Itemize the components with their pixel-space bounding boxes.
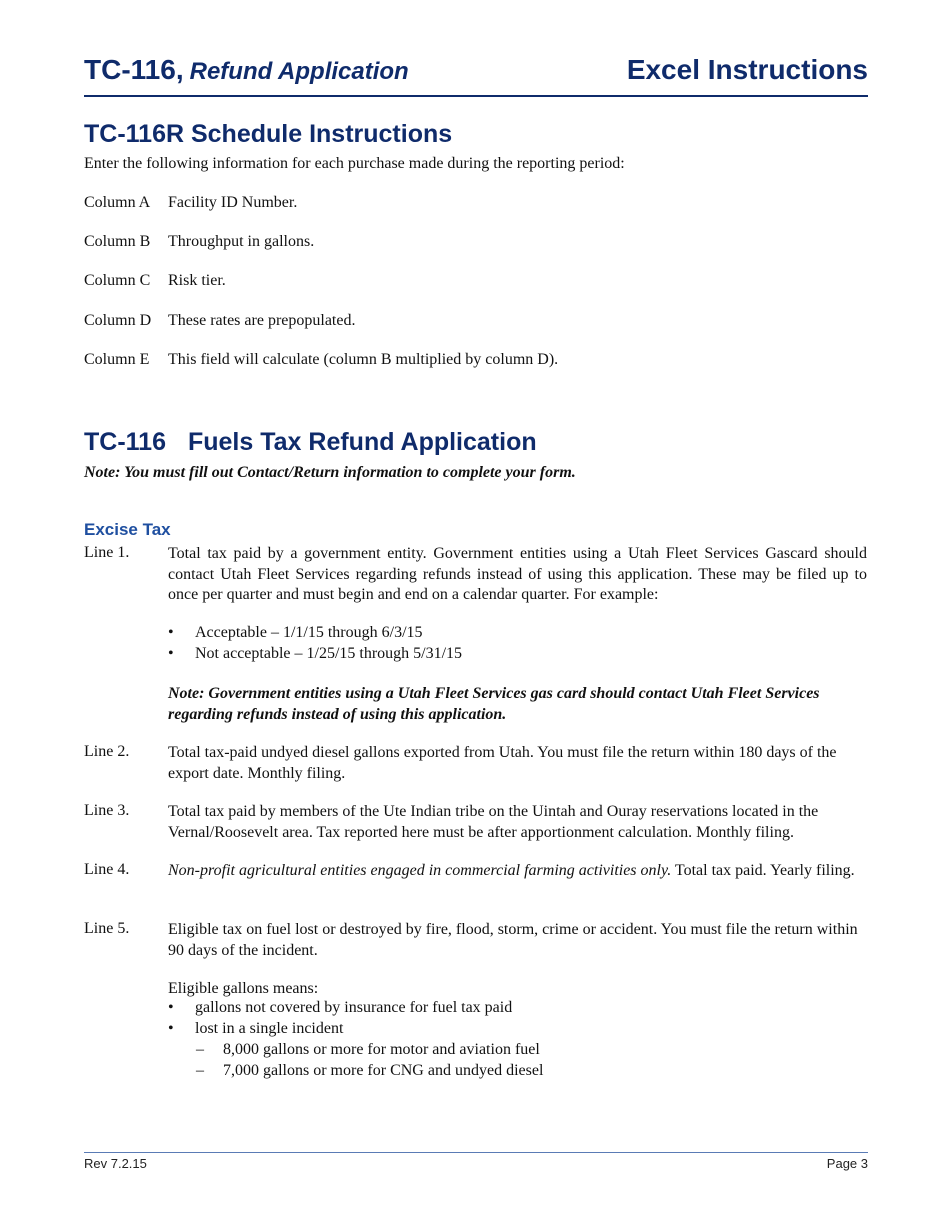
line-2-text: Total tax-paid undyed diesel gallons exported from Utah. You must file the return within 180 days of the export date. Monthly filing.	[168, 744, 837, 782]
header-right-title: Excel Instructions	[626, 54, 868, 85]
column-e-label: Column E	[84, 351, 150, 368]
excise-tax-heading: Excise Tax	[84, 520, 171, 539]
line-1-bullet-not-acceptable: Not acceptable – 1/25/15 through 5/31/15	[195, 645, 463, 662]
bullet-icon: •	[168, 645, 174, 662]
application-note: Note: You must fill out Contact/Return information to complete your form.	[84, 464, 576, 481]
line-5-bullet-insurance: gallons not covered by insurance for fuel tax paid	[195, 999, 513, 1016]
column-d-label: Column D	[84, 312, 152, 329]
line-4-qualifier: Non-profit agricultural entities engaged in commercial farming activities only.	[168, 862, 672, 879]
bullet-icon: •	[168, 999, 174, 1016]
application-title-code: TC-116	[84, 428, 166, 456]
line-5-eligible-intro: Eligible gallons means:	[168, 980, 319, 997]
column-d-text: These rates are prepopulated.	[168, 312, 356, 329]
line-5-label: Line 5.	[84, 920, 130, 937]
header-form-title	[84, 54, 409, 86]
line-5-text: Eligible tax on fuel lost or destroyed by fire, flood, storm, crime or accident. You must file the return within 90 days of the incident.	[168, 921, 858, 959]
application-title	[84, 428, 537, 457]
dash-icon: –	[196, 1041, 204, 1058]
line-5-sub-bullet-motor: 8,000 gallons or more for motor and aviation fuel	[223, 1041, 540, 1058]
header-divider	[84, 95, 868, 97]
bullet-icon: •	[168, 624, 174, 641]
application-title-text: Fuels Tax Refund Application	[187, 428, 537, 456]
bullet-icon: •	[168, 1020, 174, 1037]
line-5-bullet-single-incident: lost in a single incident	[195, 1020, 344, 1037]
line-1-bullet-acceptable: Acceptable – 1/1/15 through 6/3/15	[195, 624, 423, 641]
line-1-text: Total tax paid by a government entity. Government entities using a Utah Fleet Services Gascard should contact Utah Fleet Services regarding refunds instead of using this application. These may be filed up to once per quarter and must begin and end on a calendar quarter. For example:	[168, 545, 867, 603]
footer-revision: Rev 7.2.15	[84, 1156, 147, 1171]
line-4-label: Line 4.	[84, 861, 130, 878]
line-5-sub-bullet-cng: 7,000 gallons or more for CNG and undyed diesel	[223, 1062, 544, 1079]
column-b-label: Column B	[84, 233, 151, 250]
line-3-text: Total tax paid by members of the Ute Indian tribe on the Uintah and Ouray reservations located in the Vernal/Roosevelt area. Tax reported here must be after apportionment calculation. Monthly filing.	[168, 803, 819, 841]
line-1-label: Line 1.	[84, 544, 130, 561]
line-2-label: Line 2.	[84, 743, 130, 760]
column-a-text: Facility ID Number.	[168, 194, 298, 211]
column-c-label: Column C	[84, 272, 151, 289]
dash-icon: –	[196, 1062, 204, 1079]
column-a-label: Column A	[84, 194, 151, 211]
schedule-intro: Enter the following information for each purchase made during the reporting period:	[84, 155, 625, 172]
footer-page-number: Page 3	[826, 1156, 868, 1171]
line-3-label: Line 3.	[84, 802, 130, 819]
page-header	[84, 54, 868, 90]
line-4-description: Total tax paid. Yearly filing.	[671, 862, 855, 879]
footer-divider	[84, 1152, 868, 1153]
schedule-title: TC-116R Schedule Instructions	[84, 120, 453, 148]
column-e-text: This field will calculate (column B multiplied by column D).	[168, 351, 559, 368]
column-b-text: Throughput in gallons.	[168, 233, 315, 250]
line-1-note: Note: Government entities using a Utah Fleet Services gas card should contact Utah Fleet Services regarding refunds instead of using this application.	[168, 685, 820, 723]
line-4-text	[168, 861, 867, 882]
header-form-code: TC-116,	[84, 54, 184, 85]
column-c-text: Risk tier.	[168, 272, 226, 289]
header-form-name: Refund Application	[189, 58, 409, 85]
